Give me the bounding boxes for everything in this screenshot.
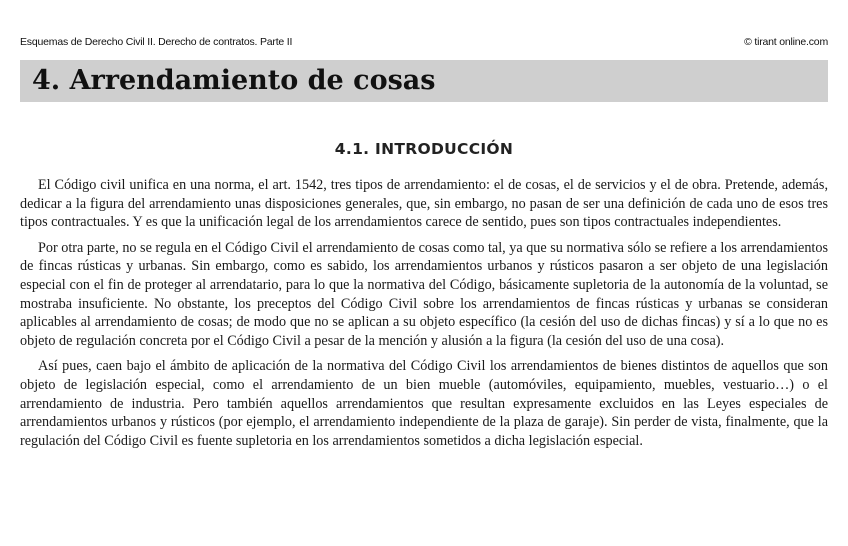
running-header-book-title: Esquemas de Derecho Civil II. Derecho de contratos. Parte II	[20, 36, 293, 48]
running-header	[20, 36, 828, 50]
chapter-title-bar	[20, 60, 828, 102]
body-text	[20, 176, 828, 457]
chapter-title: 4. Arrendamiento de cosas	[32, 65, 436, 96]
paragraph-1: El Código civil unifica en una norma, el art. 1542, tres tipos de arrendamiento: el de cosas, el de servicios y el de obra. Pretende, además, dedicar a la figura del arrendamiento unas disposiciones generales, que, sin embargo, no pasan de ser una definición de cada uno de esos tres tipos contractuales. Y es que la unificación legal de los arrendamientos carece de sentido, pues son tipos contractuales independientes.	[20, 177, 828, 231]
section-title: 4.1. INTRODUCCIÓN	[334, 140, 514, 158]
paragraph-2: Por otra parte, no se regula en el Código Civil el arrendamiento de cosas como tal, ya que su normativa sólo se refiere a los arrendamientos de fincas rústicas y urbanas. Sin embargo, como es sabido, los arrendamientos urbanos y rústicos pasaron a ser objeto de una legislación especial con el fin de proteger al arrendatario, para lo que la normativa del Código, básicamente supletoria de la autonomía de la voluntad, se mostraba insuficiente. No obstante, los preceptos del Código Civil sobre los arrendamientos de fincas rústicas y urbanas se consideran aplicables al arrendamiento de cosas; de modo que no se aplican a su objeto específico (la cesión del uso de dichas fincas) y sí a lo que no es objeto de regulación concreta por el Código Civil a pesar de la mención y alusión a la figura (la cesión del uso de una cosa).	[20, 239, 828, 349]
paragraph-3: Así pues, caen bajo el ámbito de aplicación de la normativa del Código Civil los arrendamientos de bienes distintos de aquellos que son objeto de legislación especial, como el arrendamiento de un bien mueble (automóviles, equipamiento, muebles, vestuario…) o el arrendamiento de industria. Pero también aquellos arrendamientos que resultan expresamente excluidos en las Leyes especiales de arrendamientos urbanos y rústicos (por ejemplo, el arrendamiento independiente de la plaza de garaje). Sin perder de vista, finalmente, que la regulación del Código Civil es fuente supletoria en los arrendamientos sometidos a dicha legislación especial.	[20, 358, 828, 449]
running-header-copyright: © tirant online.com	[744, 36, 828, 48]
